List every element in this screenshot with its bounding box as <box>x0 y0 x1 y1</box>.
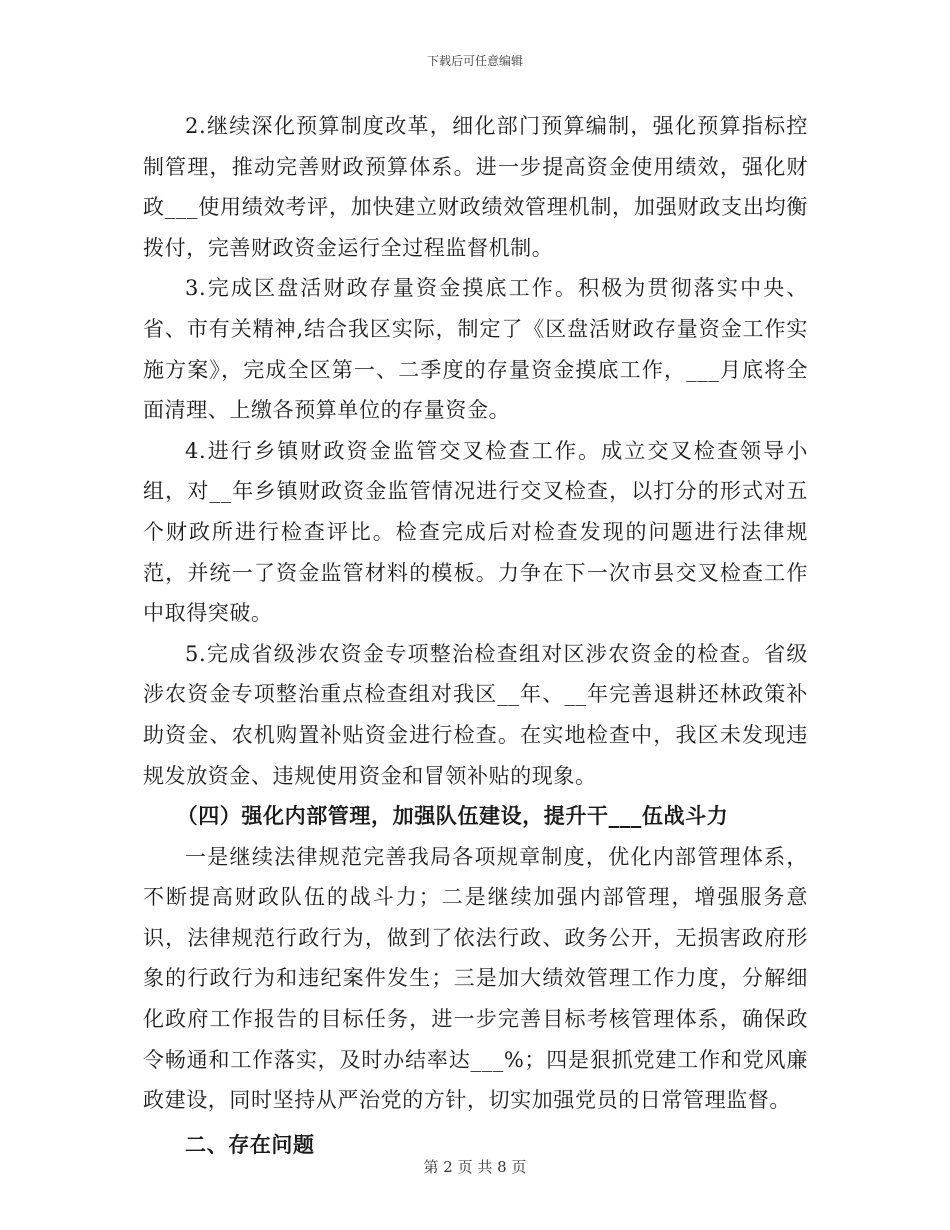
paragraph-internal-management: 一是继续法律规范完善我局各项规章制度，优化内部管理体系，不断提高财政队伍的战斗力；二是继续加强内部管理，增强服务意识，法律规范行政行为，做到了依法行政、政务公开，无损害政府形象的行政行为和违纪案件发生；三是加大绩效管理工作力度，分解细化政府工作报告的目标任务，进一步完善目标考核管理体系，确保政令畅通和工作落实，及时办结率达___%；四是狠抓党建工作和党风廉政建设，同时坚持从严治党的方针，切实加强党员的日常管理监督。 <box>143 844 808 1113</box>
page-header: 下载后可任意编辑 <box>426 54 523 68</box>
paragraph-item-3: 3.完成区盘活财政存量资金摸底工作。积极为贯彻落实中央、省、市有关精神,结合我区实际，制定了《区盘活财政存量资金工作实施方案》，完成全区第一、二季度的存量资金摸底工作，___月底将全面清理、上缴各预算单位的存量资金。 <box>143 276 808 423</box>
page-footer: 第 2 页 共 8 页 <box>423 1158 527 1176</box>
paragraph-item-2: 2.继续深化预算制度改革，细化部门预算编制，强化预算指标控制管理，推动完善财政预算体系。进一步提高资金使用绩效，强化财政___使用绩效考评，加快建立财政绩效管理机制，加强财政支出均衡拨付，完善财政资金运行全过程监督机制。 <box>143 114 808 260</box>
section-heading-problems: 二、存在问题 <box>185 1131 315 1157</box>
paragraph-item-5: 5.完成省级涉农资金专项整治检查组对区涉农资金的检查。省级涉农资金专项整治重点检查组对我区__年、__年完善退耕还林政策补助资金、农机购置补贴资金进行检查。在实地检查中，我区未发现违规发放资金、违规使用资金和冒领补贴的现象。 <box>143 641 808 788</box>
document-body <box>143 106 808 1165</box>
subheading-internal-management: （四）强化内部管理，加强队伍建设，提升干___伍战斗力 <box>176 803 729 829</box>
paragraph-item-4: 4.进行乡镇财政资金监管交叉检查工作。成立交叉检查领导小组，对__年乡镇财政资金监管情况进行交叉检查，以打分的形式对五个财政所进行检查评比。检查完成后对检查发现的问题进行法律规范，并统一了资金监管材料的模板。力争在下一次市县交叉检查工作中取得突破。 <box>143 438 808 626</box>
